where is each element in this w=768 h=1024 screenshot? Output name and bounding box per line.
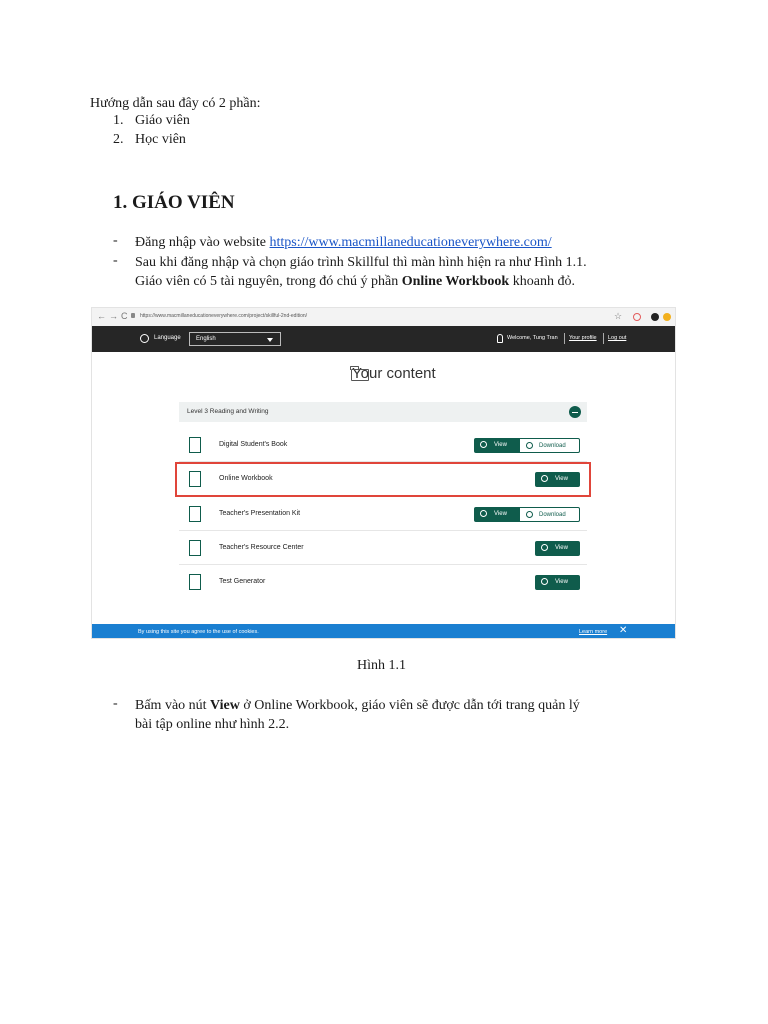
bullet-login (135, 233, 675, 252)
collapse-icon[interactable] (569, 406, 581, 418)
divider (564, 333, 565, 344)
content-heading (324, 365, 436, 382)
book-icon (189, 574, 201, 590)
divider (603, 333, 604, 344)
profile-avatar-icon[interactable] (651, 313, 659, 321)
bullet-line: bài tập online như hình 2.2. (135, 717, 290, 732)
browser-toolbar (92, 308, 675, 327)
download-icon (526, 442, 533, 449)
resource-label: Online Workbook (219, 475, 273, 482)
profile-link[interactable]: Your profile (569, 335, 597, 341)
book-icon (189, 506, 201, 522)
bullet-text: Đăng nhập vào website (135, 235, 270, 250)
figure-caption: Hình 1.1 (357, 658, 406, 673)
download-label: Download (539, 511, 566, 518)
resource-row (179, 428, 587, 462)
resource-row (179, 565, 587, 599)
cookie-text: By using this site you agree to the use of cookies. (138, 629, 259, 635)
intro-text: Hướng dẫn sau đây có 2 phần: (90, 96, 261, 111)
section-heading: 1. GIÁO VIÊN (113, 192, 235, 213)
website-link[interactable]: https://www.macmillaneducationeverywhere.com/ (269, 235, 552, 250)
bullet-marker: - (113, 253, 118, 268)
list-number: 2. (113, 132, 124, 147)
bullet-line-text: Giáo viên có 5 tài nguyên, trong đó chú ý phần (135, 274, 402, 289)
close-icon[interactable]: ✕ (619, 625, 628, 636)
view-button[interactable] (535, 541, 580, 556)
resource-label: Test Generator (219, 578, 266, 585)
bold-view: View (210, 698, 240, 713)
resource-row (179, 497, 587, 531)
folder-icon (351, 369, 369, 381)
bullet-line-text: ở Online Workbook, giáo viên sẽ được dẫn tới trang quản lý (239, 698, 580, 713)
download-icon (526, 511, 533, 518)
language-select[interactable] (189, 332, 281, 346)
extension-icon[interactable] (633, 313, 641, 321)
view-label: View (555, 476, 568, 482)
forward-icon[interactable]: → (109, 311, 118, 321)
bullet-line (135, 696, 675, 715)
view-button[interactable] (535, 575, 580, 590)
view-label: View (555, 579, 568, 585)
welcome-text: Welcome, Tung Tran (507, 335, 558, 341)
content-title-text: Your content (352, 365, 436, 382)
download-button[interactable] (519, 507, 580, 522)
site-header (92, 326, 675, 352)
logout-link[interactable]: Log out (608, 335, 627, 341)
back-icon[interactable]: ← (97, 311, 106, 321)
screenshot-figure (91, 307, 676, 639)
reload-icon[interactable]: C (121, 311, 128, 321)
globe-icon (140, 334, 149, 343)
plus-circle-icon (480, 510, 487, 517)
book-icon (189, 437, 201, 453)
level-header[interactable] (179, 402, 587, 422)
bullet-marker: - (113, 696, 118, 711)
bold-online-workbook: Online Workbook (401, 274, 510, 289)
address-bar[interactable]: https://www.macmillaneducationeverywhere.com/project/skillful-2nd-edition/ (140, 313, 308, 319)
view-label: View (494, 511, 507, 517)
book-icon (189, 540, 201, 556)
list-number: 1. (113, 113, 124, 128)
list-item: Học viên (135, 132, 186, 147)
download-button[interactable] (519, 438, 580, 453)
bullet-line: Sau khi đăng nhập và chọn giáo trình Skillful thì màn hình hiện ra như Hình 1.1. (135, 255, 587, 270)
bullet-line-text: khoanh đỏ. (509, 274, 575, 289)
language-value: English (196, 336, 216, 342)
extension-icon[interactable] (663, 313, 671, 321)
resource-label: Teacher's Presentation Kit (219, 510, 301, 517)
learn-more-link[interactable]: Learn more (579, 629, 608, 635)
view-button[interactable] (474, 438, 519, 453)
resource-label: Teacher's Resource Center (219, 544, 304, 551)
highlight-box (175, 462, 591, 497)
resource-label: Digital Student's Book (219, 441, 288, 448)
bullet-line (135, 272, 675, 291)
chevron-down-icon (267, 338, 273, 342)
level-label: Level 3 Reading and Writing (187, 408, 269, 415)
plus-circle-icon (480, 441, 487, 448)
cookie-banner (92, 624, 675, 639)
plus-circle-icon (541, 544, 548, 551)
user-icon (497, 334, 503, 343)
resource-row (179, 531, 587, 565)
bullet-view-instruction (135, 696, 675, 734)
list-item: Giáo viên (135, 113, 190, 128)
plus-circle-icon (541, 578, 548, 585)
download-label: Download (539, 442, 566, 449)
bullet-marker: - (113, 233, 118, 248)
language-label: Language (154, 335, 181, 341)
lock-icon (131, 313, 135, 318)
bullet-line-text: Bấm vào nút (135, 698, 211, 713)
view-label: View (555, 545, 568, 551)
view-button[interactable] (474, 507, 519, 522)
view-label: View (494, 442, 507, 448)
bullet-resources (135, 253, 675, 291)
star-icon[interactable]: ☆ (614, 311, 623, 321)
